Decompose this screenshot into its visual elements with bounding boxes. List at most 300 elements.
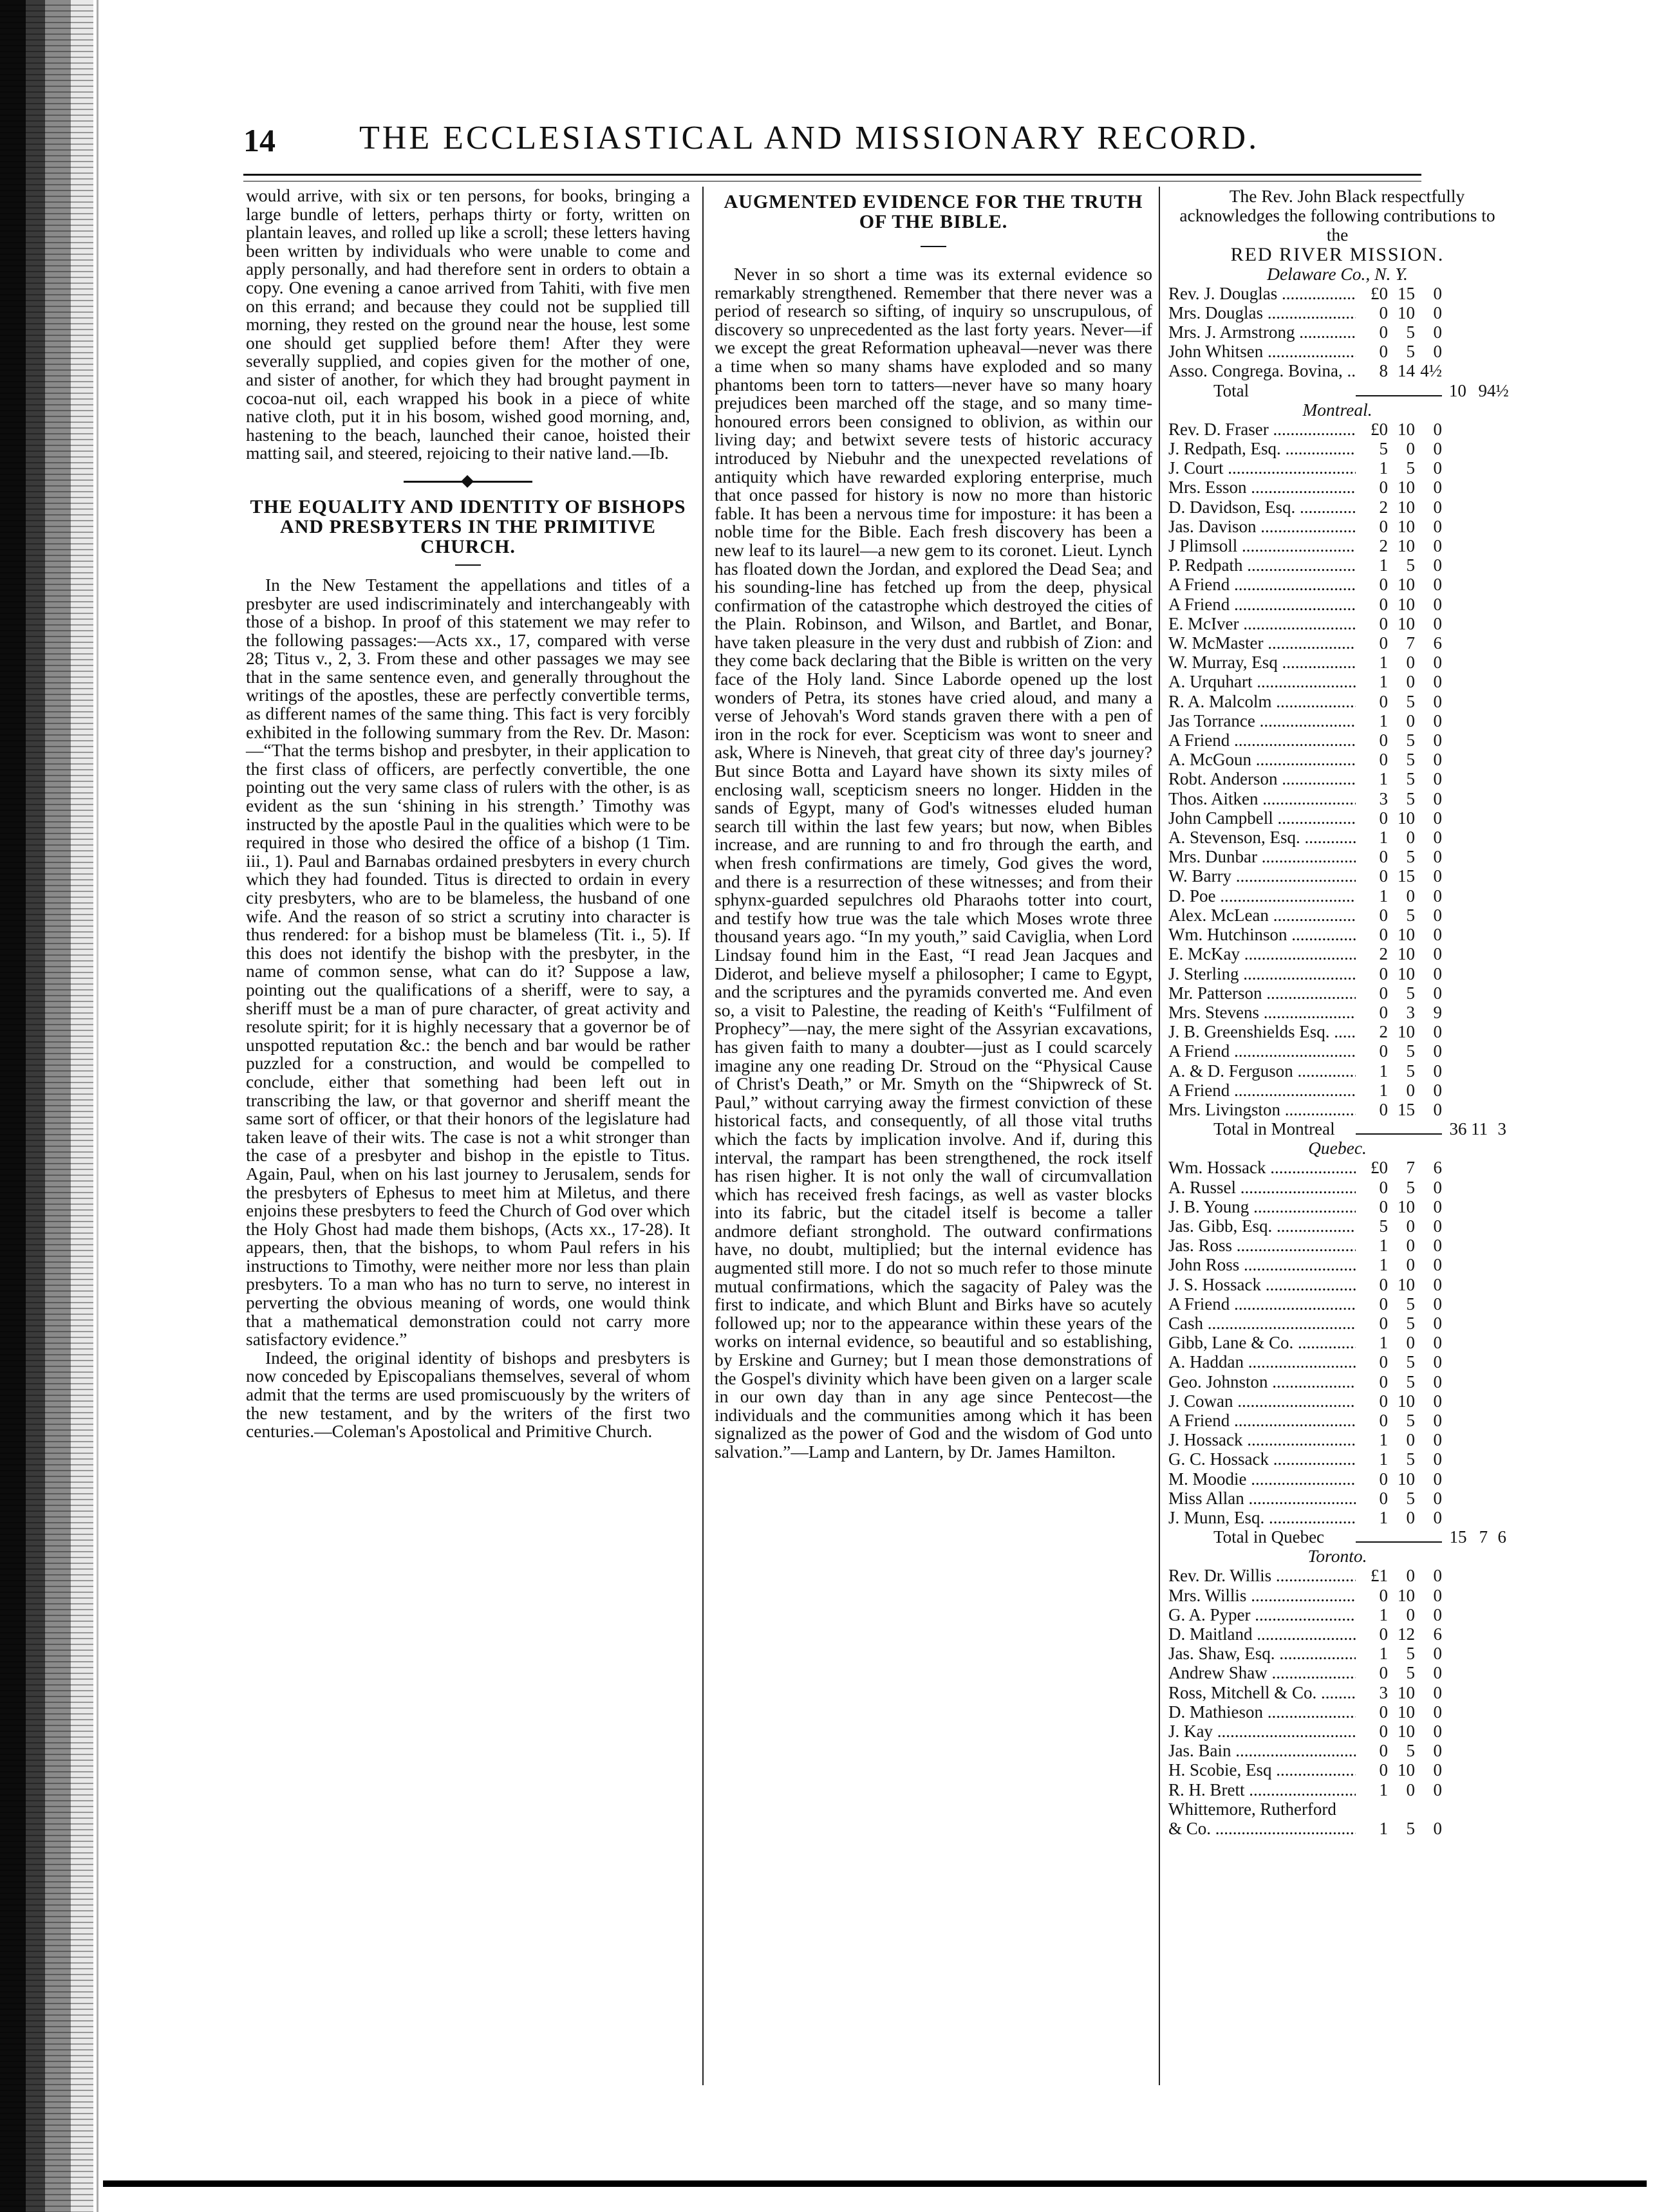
contribution-amount: [1356, 1372, 1442, 1391]
contributor-name: J. Court .....: [1168, 458, 1356, 478]
contribution-amount: [1356, 1081, 1442, 1100]
contribution-amount: [1356, 1411, 1442, 1430]
pounds: 0: [1379, 750, 1388, 770]
pounds: 1: [1379, 828, 1388, 848]
pounds: 1: [1379, 1507, 1388, 1527]
contribution-amount: [1356, 1760, 1442, 1780]
shillings: 10: [1398, 516, 1415, 536]
contribution-amount: [1356, 284, 1442, 303]
contributor-name: G. A. Pyper .....: [1168, 1605, 1356, 1624]
pounds: £0: [1371, 283, 1388, 303]
contributor-name: M. Moodie .....: [1168, 1469, 1356, 1489]
contribution-row: [1168, 964, 1506, 983]
contribution-amount: [1356, 458, 1442, 478]
pounds: 1: [1379, 711, 1388, 730]
contribution-amount: [1356, 964, 1442, 983]
contribution-amount: [1356, 1061, 1442, 1081]
shillings: 0: [1406, 711, 1415, 730]
contribution-amount: [1356, 692, 1442, 711]
shillings: 0: [1406, 1216, 1415, 1236]
contribution-amount: [1356, 1158, 1442, 1177]
pence: 0: [1433, 983, 1442, 1003]
total-shillings: 11: [1471, 1119, 1488, 1139]
contribution-amount: [1356, 1294, 1442, 1314]
pence: 0: [1433, 1410, 1442, 1430]
pence: 0: [1433, 1644, 1442, 1664]
contribution-row: [1168, 1605, 1506, 1624]
contributor-name: Wm. Hutchinson .....: [1168, 925, 1356, 944]
pounds: 1: [1379, 1644, 1388, 1664]
pence: 0: [1433, 1333, 1442, 1353]
contribution-row: [1168, 1236, 1506, 1255]
contributor-name: A Friend .....: [1168, 1294, 1356, 1314]
contributor-name: Alex. McLean .....: [1168, 906, 1356, 925]
contribution-amount: [1356, 517, 1442, 536]
pence: 0: [1433, 1371, 1442, 1391]
pence: 0: [1433, 925, 1442, 945]
contributor-name: Ross, Mitchell & Co. .....: [1168, 1683, 1356, 1702]
contributor-name: A. Russel .....: [1168, 1178, 1356, 1197]
contributor-name: Thos. Aitken .....: [1168, 789, 1356, 808]
contributor-name: Mrs. Livingston .....: [1168, 1100, 1356, 1119]
column-left: [246, 187, 690, 1441]
contributor-name: G. C. Hossack .....: [1168, 1449, 1356, 1469]
total-shillings: 9: [1478, 380, 1487, 400]
pence: 0: [1433, 886, 1442, 906]
contributor-name: A. & D. Ferguson .....: [1168, 1061, 1356, 1081]
shillings: 10: [1398, 808, 1415, 828]
contribution-row: [1168, 1255, 1506, 1274]
contribution-amount: [1356, 1819, 1442, 1838]
pounds: 0: [1379, 1371, 1388, 1391]
contributor-name: P. Redpath .....: [1168, 555, 1356, 575]
pounds: 0: [1379, 1391, 1388, 1411]
contribution-row: [1168, 1449, 1506, 1469]
shillings: 0: [1406, 439, 1415, 459]
pence: 6: [1433, 1624, 1442, 1644]
pounds: £0: [1371, 419, 1388, 439]
shillings: 5: [1406, 769, 1415, 789]
shillings: 10: [1398, 536, 1415, 556]
pence: 0: [1433, 653, 1442, 673]
book-binding-edge: [0, 0, 93, 2212]
pence: 0: [1433, 1352, 1442, 1372]
pence: 0: [1433, 419, 1442, 439]
contribution-amount: [1356, 1197, 1442, 1216]
contributor-name: John Whitsen .....: [1168, 342, 1356, 361]
contributor-name: Geo. Johnston .....: [1168, 1372, 1356, 1391]
shillings: 5: [1406, 1352, 1415, 1372]
contribution-row: [1168, 633, 1506, 653]
contribution-row: [1168, 575, 1506, 594]
pence: 0: [1433, 478, 1442, 497]
pence: 0: [1433, 1760, 1442, 1780]
contribution-amount: [1356, 361, 1442, 380]
contribution-row: [1168, 1178, 1506, 1197]
pounds: 0: [1379, 322, 1388, 342]
pounds: 2: [1379, 497, 1388, 517]
contribution-amount: [1356, 1566, 1442, 1585]
pounds: 1: [1379, 1061, 1388, 1081]
total-pence: 4½: [1487, 380, 1509, 400]
shillings: 10: [1398, 963, 1415, 983]
pounds: 0: [1379, 575, 1388, 595]
shillings: 0: [1406, 1566, 1415, 1586]
pounds: 2: [1379, 1022, 1388, 1042]
pence: 4½: [1420, 361, 1442, 381]
shillings: 10: [1398, 613, 1415, 633]
shillings: 7: [1406, 1158, 1415, 1178]
contribution-amount: [1356, 1022, 1442, 1041]
section-total: [1442, 1527, 1506, 1547]
shillings: 0: [1406, 1255, 1415, 1275]
pounds: 0: [1379, 1002, 1388, 1022]
contribution-row: [1168, 750, 1506, 769]
contribution-amount: [1356, 303, 1442, 322]
pounds: £1: [1371, 1566, 1388, 1586]
header-rule: [243, 174, 1421, 181]
pounds: 0: [1379, 1760, 1388, 1780]
shillings: 10: [1398, 944, 1415, 964]
region-heading: Quebec.: [1308, 1138, 1367, 1158]
pence: 0: [1433, 808, 1442, 828]
pounds: 0: [1379, 613, 1388, 633]
pence: 0: [1433, 1819, 1442, 1839]
contributor-name: Jas Torrance .....: [1168, 711, 1356, 730]
pence: 0: [1433, 1022, 1442, 1042]
pence: 0: [1433, 730, 1442, 750]
article-paragraph: Never in so short a time was its external evidence so remarkably strengthened. Remember that there never was a period of research so sifting, of inquiry so unscrupulous, of discovery so unprecedented as the last forty years. Never—if we except the great Reformation upheaval—never was there a time when so many shams have exploded and so many phantoms been torn to tatters—never have so many hoary prejudices been marched off the stage, and so many time-honoured errors been consigned to oblivion, as within our living day; and betwixt severe tests of historic accuracy introduced by Niebuhr and the unexpected revelations of antiquity which have rewarded exploring enterprise, much that once passed for history is now no more than historic fable. It has been a nervous time for imposture: it has been a noble time for the Bible. Each fresh discovery has been a new leaf to its laurel—a new gem to its coronet. Lieut. Lynch has floated down the Jordan, and explored the Dead Sea; and his sounding-line has fetched up from the deep, physical confirmation of the catastrophe which destroyed the cities of the Plain. Robinson, and Wilson, and Bartlet, and Bonar, have taken pleasure in the very dust and rubbish of Zion: and they come back declaring that the Bible is written on the very face of the Holy land. Since Laborde opened up the lost wonders of Petra, its stones have cried aloud, and many a verse of Jehovah's Word stands graven there with a pen of iron in the rock for ever. Scepticism was wont to sneer and ask, Where is Nineveh, that great city of three day's journey? But since Botta and Layard have shown its sixty miles of enclosing wall, scepticism sneers no longer. Hidden in the sands of Egypt, many of God's witnesses eluded human search till within the last few years; but now, when Bibles increase, and are running to and fro through the earth, and when fresh confirmations are timely, God gives the word, and there is a resurrection of these witnesses; and from their sphynx-guarded sepulchres old Pharaohs totter into court, and testify how true was the tale which Moses wrote three thousand years ago. “In my youth,” said Caviglia, when Lord Lindsay found him in the East, “I read Jean Jacques and Diderot, and believe myself a philosopher; I came to Egypt, and the scriptures and the pyramids converted me. And even so, a visit to Palestine, the reading of Keith's “Fulfilment of Prophecy”—nay, the mere sight of the Assyrian excavations, has given faith to many a doubter—just as I could scarcely imagine any one reading Dr. Stroud on the “Physical Cause of Christ's Death,” or Mr. Smyth on the “Shipwreck of St. Paul,” without carrying away the firmest conviction of these historical facts, and consequently, of all those vital truths which the facts by implication involve. And if, during this interval, the rampart has been strengthened, the rock itself has risen higher. It is not only the wall of circumvallation which has received fresh facings, as well as vaster blocks into its fabric, but the citadel itself is become a taller andmore defiant stronghold. The outward confirmations have, no doubt, multiplied; but the internal evidence has augmented still more. I do not so much refer to those minute mutual confirmations, which the sagacity of Paley was the first to indicate, and which Blunt and Birks have so acutely followed up; nor to the appearance within these years of the works on internal evidence, so beautiful and so establishing, by Erskine and Gurney; but I mean those demonstrations of the Gospel's divinity which have been given on a larger scale in our own day than in any age since Pentecost—the individuals and the communities among which it has been signalized as the power of God and the wisdom of God unto salvation.”—Lamp and Lantern, by Dr. James Hamilton.: [715, 264, 1152, 1462]
pounds: 1: [1379, 1780, 1388, 1799]
total-pounds: 36: [1449, 1119, 1467, 1139]
contribution-row: [1168, 322, 1506, 342]
pounds: 0: [1379, 594, 1388, 614]
shillings: 10: [1398, 925, 1415, 945]
pence: 0: [1433, 1449, 1442, 1469]
contribution-row: [1168, 420, 1506, 439]
contributor-name: Mrs. Esson .....: [1168, 478, 1356, 497]
pence: 0: [1433, 847, 1442, 867]
contributor-name: Jas. Ross .....: [1168, 1236, 1356, 1255]
shillings: 0: [1406, 1507, 1415, 1527]
pence: 0: [1433, 613, 1442, 633]
pence: 0: [1433, 1604, 1442, 1624]
contribution-amount: [1356, 1391, 1442, 1411]
contribution-row: [1168, 711, 1506, 730]
pounds: 0: [1379, 302, 1388, 322]
pounds: 1: [1379, 1449, 1388, 1469]
contribution-row: [1168, 808, 1506, 828]
contribution-row: [1168, 1411, 1506, 1430]
contribution-row: [1168, 1061, 1506, 1081]
shillings: 10: [1398, 1196, 1415, 1216]
pounds: 0: [1379, 1702, 1388, 1722]
shillings: 10: [1398, 302, 1415, 322]
total-shillings: 7: [1479, 1527, 1488, 1547]
shillings: 5: [1406, 322, 1415, 342]
contribution-amount: [1356, 983, 1442, 1003]
shillings: 0: [1406, 886, 1415, 906]
contribution-amount: [1356, 1780, 1442, 1799]
contribution-amount: [1356, 1624, 1442, 1644]
shillings: 0: [1406, 672, 1415, 692]
contribution-amount: [1356, 1663, 1442, 1682]
pence: 0: [1433, 594, 1442, 614]
pence: 0: [1433, 497, 1442, 517]
pounds: 0: [1379, 925, 1388, 945]
contribution-row: [1168, 555, 1506, 575]
pounds: 1: [1379, 555, 1388, 575]
contributor-name: Mrs. J. Armstrong .....: [1168, 322, 1356, 342]
contribution-amount: [1356, 906, 1442, 925]
contribution-row: [1168, 886, 1506, 906]
pence: 0: [1433, 866, 1442, 886]
contribution-row: [1168, 517, 1506, 536]
contributor-name: Whittemore, Rutherford: [1168, 1799, 1336, 1819]
pounds: 0: [1379, 1663, 1388, 1683]
pounds: 1: [1379, 1430, 1388, 1450]
contribution-row: [1168, 1799, 1506, 1819]
pounds: 1: [1379, 458, 1388, 478]
contribution-row: [1168, 1508, 1506, 1527]
contribution-row: [1168, 1372, 1506, 1391]
contributor-name: A. Stevenson, Esq. .....: [1168, 828, 1356, 847]
shillings: 0: [1406, 1080, 1415, 1100]
contribution-amount: [1356, 322, 1442, 342]
contributor-name: W. Barry .....: [1168, 866, 1356, 886]
contribution-amount: [1356, 420, 1442, 439]
total-rule: [1356, 395, 1442, 396]
contribution-row: [1168, 1644, 1506, 1663]
pounds: 0: [1379, 342, 1388, 362]
contributor-name: W. McMaster .....: [1168, 633, 1356, 653]
acknowledgement-intro: The Rev. John Black respectfully acknowledges the following contributions to the: [1179, 186, 1495, 245]
contribution-amount: [1356, 439, 1442, 458]
shillings: 5: [1406, 750, 1415, 770]
pence: 0: [1433, 1741, 1442, 1761]
pence: 0: [1433, 536, 1442, 556]
shillings: 5: [1406, 1488, 1415, 1508]
contribution-amount: [1356, 1314, 1442, 1333]
total-pence: 3: [1497, 1119, 1506, 1139]
contribution-row: [1168, 595, 1506, 614]
contributor-name: E. McIver .....: [1168, 614, 1356, 633]
contributor-name: J. Cowan .....: [1168, 1391, 1356, 1411]
contribution-amount: [1356, 866, 1442, 886]
contribution-row: [1168, 1158, 1506, 1177]
pounds: 0: [1379, 1624, 1388, 1644]
shillings: 7: [1406, 633, 1415, 653]
mission-title: RED RIVER MISSION.: [1230, 244, 1445, 265]
shillings: 5: [1406, 555, 1415, 575]
contributor-name: E. McKay .....: [1168, 944, 1356, 963]
shillings: 5: [1406, 691, 1415, 711]
shillings: 10: [1398, 1469, 1415, 1489]
contribution-amount: [1356, 711, 1442, 730]
contribution-row: [1168, 1430, 1506, 1449]
contribution-row: [1168, 497, 1506, 517]
contribution-row: [1168, 1041, 1506, 1061]
contribution-amount: [1356, 1508, 1442, 1527]
contribution-amount: [1356, 925, 1442, 944]
pounds: 8: [1379, 361, 1388, 381]
pounds: 0: [1379, 1313, 1388, 1333]
contribution-amount: [1356, 1741, 1442, 1760]
shillings: 10: [1398, 419, 1415, 439]
pence: 0: [1433, 1236, 1442, 1256]
shillings: 14: [1398, 361, 1415, 381]
contribution-amount: [1356, 595, 1442, 614]
pence: 0: [1433, 342, 1442, 362]
pence: 0: [1433, 1780, 1442, 1799]
pence: 0: [1433, 750, 1442, 770]
shillings: 10: [1398, 1391, 1415, 1411]
contribution-amount: [1356, 555, 1442, 575]
contribution-row: [1168, 1566, 1506, 1585]
contribution-amount: [1356, 575, 1442, 594]
pence: 0: [1433, 575, 1442, 595]
contributor-name: Mrs. Dunbar .....: [1168, 847, 1356, 866]
shillings: 5: [1406, 1741, 1415, 1761]
pence: 0: [1433, 1702, 1442, 1722]
pounds: 1: [1379, 1333, 1388, 1353]
pence: 0: [1433, 1274, 1442, 1294]
pence: 0: [1433, 1196, 1442, 1216]
article-title-bishops: THE EQUALITY AND IDENTITY OF BISHOPS AND PRESBYTERS IN THE PRIMITIVE CHURCH.: [250, 496, 686, 557]
pounds: 1: [1379, 769, 1388, 789]
total-label: Total in Montreal: [1213, 1119, 1335, 1139]
contribution-amount: [1356, 672, 1442, 691]
contribution-row: [1168, 342, 1506, 361]
contributor-name: Rev. D. Fraser .....: [1168, 420, 1356, 439]
section-total-row: [1168, 1119, 1506, 1139]
pence: 0: [1433, 1061, 1442, 1081]
contributor-name: Rev. Dr. Willis .....: [1168, 1566, 1356, 1585]
shillings: 10: [1398, 497, 1415, 517]
contribution-row: [1168, 1702, 1506, 1722]
shillings: 0: [1406, 1236, 1415, 1256]
pounds: 5: [1379, 1216, 1388, 1236]
contribution-row: [1168, 1352, 1506, 1371]
pounds: 0: [1379, 963, 1388, 983]
contribution-row: [1168, 458, 1506, 478]
journal-title: THE ECCLESIASTICAL AND MISSIONARY RECORD.: [359, 120, 1260, 156]
contribution-amount: [1356, 886, 1442, 906]
contributor-name: Mrs. Stevens .....: [1168, 1003, 1356, 1022]
contribution-row: [1168, 1683, 1506, 1702]
contribution-row: [1168, 439, 1506, 458]
contribution-amount: [1356, 342, 1442, 361]
contributor-name: R. A. Malcolm .....: [1168, 692, 1356, 711]
total-pounds: 10: [1448, 380, 1466, 400]
pounds: 0: [1379, 1488, 1388, 1508]
pence: 0: [1433, 1216, 1442, 1236]
pounds: 0: [1379, 1469, 1388, 1489]
contributor-name: J. Hossack .....: [1168, 1430, 1356, 1449]
contribution-amount: [1356, 1178, 1442, 1197]
contribution-row: [1168, 1081, 1506, 1100]
pounds: 1: [1379, 1255, 1388, 1275]
contributor-name: Mrs. Willis .....: [1168, 1586, 1356, 1605]
pounds: 0: [1379, 905, 1388, 925]
shillings: 5: [1406, 1410, 1415, 1430]
contributor-name: Wm. Hossack .....: [1168, 1158, 1356, 1177]
contribution-row: [1168, 692, 1506, 711]
contribution-amount: [1356, 828, 1442, 847]
contribution-amount: [1356, 1333, 1442, 1352]
contributor-name: R. H. Brett .....: [1168, 1780, 1356, 1799]
shillings: 5: [1406, 1663, 1415, 1683]
pence: 0: [1433, 1430, 1442, 1450]
contributor-name: Rev. J. Douglas .....: [1168, 284, 1356, 303]
contribution-row: [1168, 828, 1506, 847]
total-rule: [1356, 1133, 1442, 1135]
pounds: 2: [1379, 536, 1388, 556]
pounds: 0: [1379, 478, 1388, 497]
pounds: 0: [1379, 516, 1388, 536]
shillings: 5: [1406, 847, 1415, 867]
contribution-row: [1168, 866, 1506, 886]
contributor-name: J. B. Young .....: [1168, 1197, 1356, 1216]
contribution-row: [1168, 303, 1506, 322]
contributor-name: & Co. .....: [1168, 1819, 1356, 1838]
contributor-name: J. Sterling .....: [1168, 964, 1356, 983]
pounds: 0: [1379, 847, 1388, 867]
shillings: 5: [1406, 342, 1415, 362]
pounds: 0: [1379, 691, 1388, 711]
contribution-row: [1168, 1780, 1506, 1799]
shillings: 10: [1398, 594, 1415, 614]
total-pounds: 15: [1449, 1527, 1467, 1547]
shillings: 15: [1398, 283, 1415, 303]
contribution-row: [1168, 1741, 1506, 1760]
pence: 0: [1433, 1722, 1442, 1742]
contribution-row: [1168, 1314, 1506, 1333]
shillings: 15: [1398, 866, 1415, 886]
contribution-amount: [1356, 1100, 1442, 1119]
contribution-amount: [1356, 1216, 1442, 1236]
contribution-row: [1168, 1663, 1506, 1682]
pounds: 0: [1379, 1196, 1388, 1216]
contribution-amount: [1356, 847, 1442, 866]
pence: 0: [1433, 905, 1442, 925]
pence: 0: [1433, 1566, 1442, 1586]
contributor-name: J. S. Hossack .....: [1168, 1275, 1356, 1294]
contributor-name: A. Haddan .....: [1168, 1352, 1356, 1371]
total-rule: [1356, 1541, 1442, 1543]
contributor-name: Jas. Shaw, Esq. .....: [1168, 1644, 1356, 1663]
contributor-name: Gibb, Lane & Co. .....: [1168, 1333, 1356, 1352]
contribution-row: [1168, 1022, 1506, 1041]
contributor-name: Asso. Congrega. Bovina, .....: [1168, 361, 1356, 380]
contribution-amount: [1356, 1683, 1442, 1702]
contributor-name: H. Scobie, Esq .....: [1168, 1760, 1356, 1780]
pence: 0: [1433, 302, 1442, 322]
contributions-list: [1168, 263, 1509, 1839]
contribution-amount: [1356, 1352, 1442, 1371]
pence: 0: [1433, 1294, 1442, 1314]
pence: 0: [1433, 963, 1442, 983]
contribution-row: [1168, 1391, 1506, 1411]
total-label: Total in Quebec: [1213, 1527, 1325, 1547]
shillings: 5: [1406, 788, 1415, 808]
contribution-amount: [1356, 497, 1442, 517]
shillings: 5: [1406, 1061, 1415, 1081]
pounds: 1: [1379, 1080, 1388, 1100]
contribution-amount: [1356, 750, 1442, 769]
contribution-row: [1168, 478, 1506, 497]
article-paragraph: Indeed, the original identity of bishops and presbyters is now conceded by Episcopalians themselves, several of whom admit that the terms are used promiscuously by the writers of the new testament, and by the writers of the first two centuries.—Coleman's Apostolical and Primitive Church.: [246, 1347, 690, 1442]
